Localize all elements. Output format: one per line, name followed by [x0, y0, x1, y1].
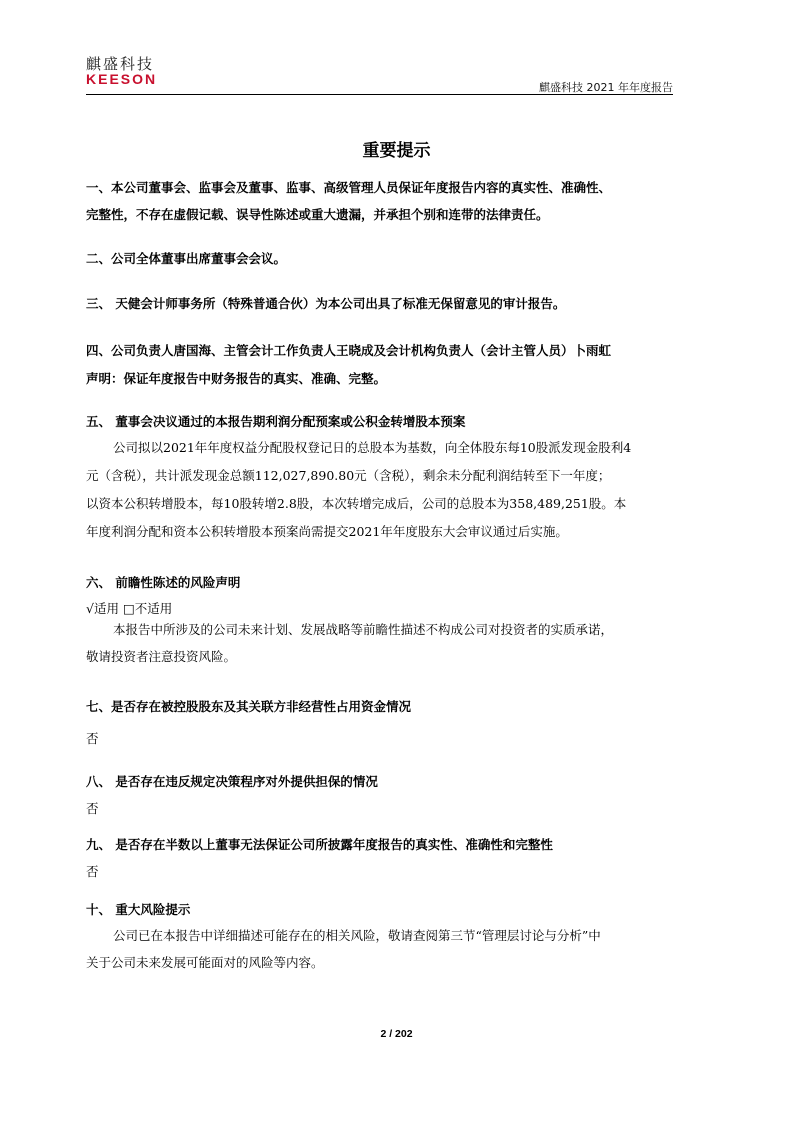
- item-9-answer: 否: [86, 864, 99, 879]
- item-9-heading: 九、 是否存在半数以上董事无法保证公司所披露年度报告的真实性、准确性和完整性: [86, 837, 553, 852]
- item-8-answer: 否: [86, 801, 99, 816]
- page-title: 重要提示: [362, 141, 431, 161]
- header-divider: [86, 94, 673, 95]
- item-8-heading: 八、 是否存在违反规定决策程序对外提供担保的情况: [86, 774, 378, 789]
- logo-chinese-name: 麒盛科技: [86, 55, 155, 73]
- item-2: 二、公司全体董事出席董事会会议。: [86, 251, 287, 266]
- item-1-line-2: 完整性，不存在虚假记载、误导性陈述或重大遗漏，并承担个别和连带的法律责任。: [86, 207, 549, 222]
- item-6-paragraph-line-2: 敬请投资者注意投资风险。: [86, 649, 237, 664]
- item-10-paragraph-line-2: 关于公司未来发展可能面对的风险等内容。: [86, 955, 324, 970]
- item-5-paragraph-line-3: 以资本公积转增股本，每10股转增2.8股，本次转增完成后，公司的总股本为358,489,251股。本: [86, 496, 627, 511]
- item-3: 三、 天健会计师事务所（特殊普通合伙）为本公司出具了标准无保留意见的审计报告。: [86, 296, 566, 311]
- item-4-line-2: 声明：保证年度报告中财务报告的真实、准确、完整。: [86, 371, 387, 386]
- item-5-paragraph-line-1: 公司拟以2021年年度权益分配股权登记日的总股本为基数，向全体股东每10股派发现金股利4: [113, 440, 632, 455]
- item-6-heading: 六、 前瞻性陈述的风险声明: [86, 575, 241, 590]
- item-10-heading: 十、 重大风险提示: [86, 902, 191, 917]
- item-7-heading: 七、是否存在被控股股东及其关联方非经营性占用资金情况: [86, 699, 412, 714]
- item-5-paragraph-line-4: 年度利润分配和资本公积转增股本预案尚需提交2021年年度股东大会审议通过后实施。: [86, 524, 568, 539]
- item-4-line-1: 四、公司负责人唐国海、主管会计工作负责人王晓成及会计机构负责人（会计主管人员）卜雨虹: [86, 343, 612, 358]
- logo-english-name: KEESON: [86, 71, 158, 87]
- page-number: 2 / 202: [380, 1028, 413, 1040]
- item-10-paragraph-line-1: 公司已在本报告中详细描述可能存在的相关风险，敬请查阅第三节“管理层讨论与分析”中: [113, 928, 601, 943]
- item-7-answer: 否: [86, 731, 99, 746]
- item-1-line-1: 一、本公司董事会、监事会及董事、监事、高级管理人员保证年度报告内容的真实性、准确性、: [86, 180, 612, 195]
- applicability-checkbox-status: √适用 □不适用: [86, 601, 173, 616]
- item-5-heading: 五、 董事会决议通过的本报告期利润分配预案或公积金转增股本预案: [86, 414, 466, 429]
- item-6-paragraph-line-1: 本报告中所涉及的公司未来计划、发展战略等前瞻性描述不构成公司对投资者的实质承诺，: [113, 622, 614, 637]
- report-header-title: 麒盛科技 2021 年年度报告: [539, 81, 673, 94]
- item-5-paragraph-line-2: 元（含税），共计派发现金总额112,027,890.80元（含税），剩余未分配利润结转至下一年度；: [86, 468, 611, 483]
